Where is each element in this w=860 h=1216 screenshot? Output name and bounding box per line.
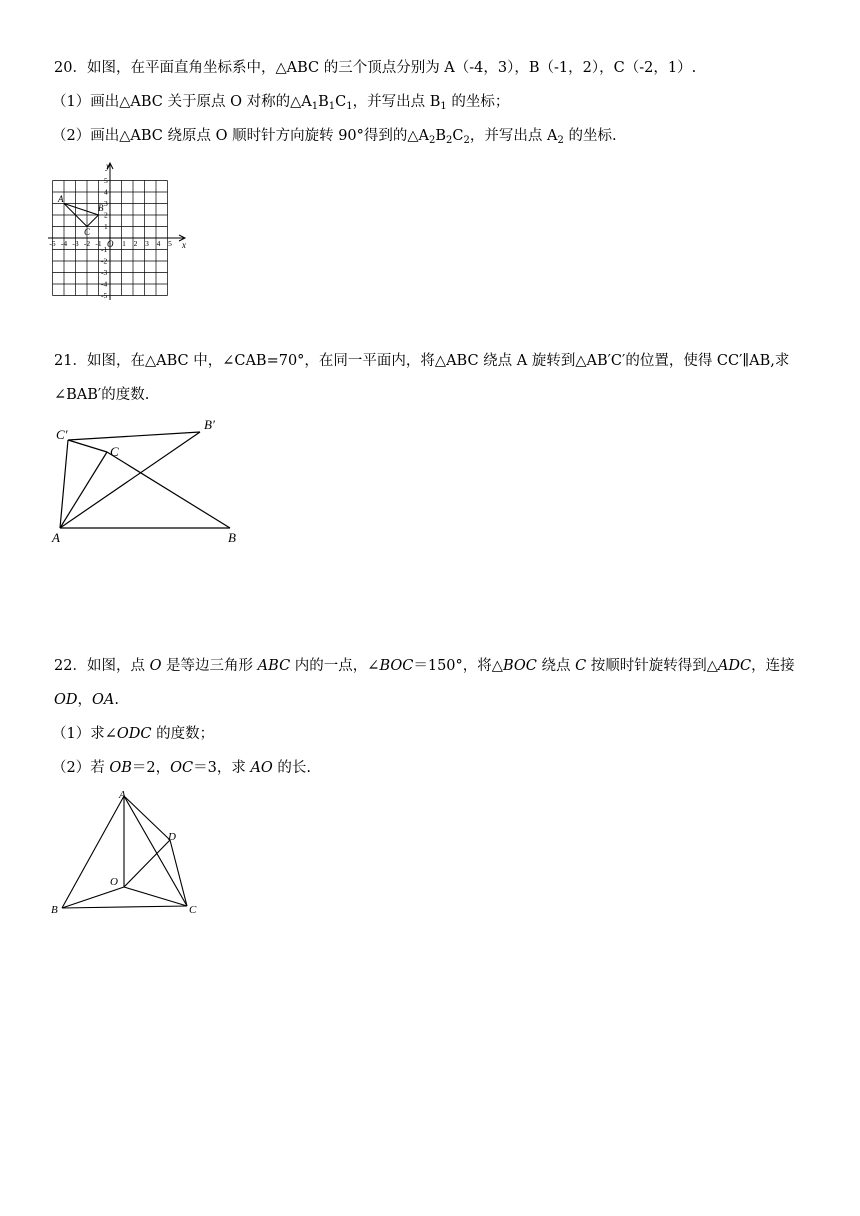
segment-ad bbox=[124, 796, 170, 840]
y-tick: 3 bbox=[104, 199, 108, 208]
q20-part2-text-b: B bbox=[435, 128, 447, 144]
segment-ab bbox=[62, 796, 124, 908]
y-axis-label: y bbox=[106, 161, 110, 171]
q20-part1-text-e: 的坐标； bbox=[446, 94, 510, 110]
q20-part1-text-d: ，并写出点 B bbox=[352, 94, 441, 110]
q20-part1-text-b: B bbox=[318, 94, 329, 110]
point-c-label: C bbox=[84, 227, 91, 237]
q21-line1-text: 21．如图，在△ABC 中，∠CAB=70°，在同一平面内，将△ABC 绕点 A 旋转到△AB′C′的位置，使得 CC′∥AB,求 bbox=[54, 353, 790, 369]
q22-var: AO bbox=[250, 760, 273, 776]
q20-part1-text-a: （1）画出△ABC 关于原点 O 对称的△A bbox=[52, 94, 312, 110]
point-cprime-label: C′ bbox=[56, 427, 68, 442]
x-tick: -2 bbox=[83, 239, 91, 248]
q20-part2 bbox=[52, 126, 617, 151]
y-tick: -2 bbox=[101, 256, 108, 266]
point-b-label: B bbox=[98, 203, 104, 213]
segment-dc bbox=[170, 840, 187, 906]
x-tick: -1 bbox=[95, 239, 102, 248]
segment-cb bbox=[107, 452, 230, 528]
segment-bc bbox=[62, 906, 187, 908]
origin-label: O bbox=[107, 239, 114, 249]
point-a-label: A bbox=[52, 530, 60, 545]
x-tick: -4 bbox=[60, 239, 68, 248]
segment-cpc bbox=[68, 440, 107, 452]
q22-triangle-figure bbox=[48, 788, 218, 918]
segment-abp bbox=[60, 432, 200, 528]
q20-part2-sub-a2: 2 bbox=[429, 135, 436, 146]
point-bprime-label: B′ bbox=[204, 417, 215, 432]
q20-part1-sub-b1-point: 1 bbox=[440, 101, 447, 112]
point-b-label: B bbox=[228, 530, 236, 545]
q22-var: BOC bbox=[379, 658, 414, 674]
q20-part2-sub-c2: 2 bbox=[463, 135, 470, 146]
q22-text: . bbox=[114, 692, 119, 708]
q21-rotation-figure bbox=[50, 412, 250, 547]
q20-part2-sub-b2: 2 bbox=[446, 135, 453, 146]
q22-part1 bbox=[52, 724, 214, 744]
y-tick: -1 bbox=[101, 245, 108, 254]
y-tick: -5 bbox=[101, 291, 108, 300]
y-tick: 5 bbox=[104, 176, 108, 185]
q20-part1-text-c: C bbox=[335, 94, 347, 110]
x-tick: -3 bbox=[72, 239, 79, 248]
point-b-label: B bbox=[51, 904, 58, 916]
q20-part1-sub-b1: 1 bbox=[328, 101, 336, 112]
q22-text: 是等边三角形 bbox=[161, 658, 258, 674]
point-a-label: A bbox=[119, 789, 126, 801]
q22-text: 的长. bbox=[272, 760, 312, 776]
q22-text: ， bbox=[77, 692, 93, 708]
point-c-label: C bbox=[189, 904, 197, 916]
q22-line2 bbox=[54, 690, 119, 710]
segment-ac bbox=[60, 452, 107, 528]
q22-var: ADC bbox=[717, 658, 752, 674]
q22-part2 bbox=[52, 758, 311, 778]
q22-text: 22．如图，点 bbox=[54, 658, 150, 674]
q21-line1 bbox=[54, 351, 789, 371]
x-tick: 3 bbox=[145, 239, 149, 248]
q20-part2-text-a: （2）画出△ABC 绕原点 O 顺时针方向旋转 90°得到的△A bbox=[52, 128, 430, 144]
q21-line2 bbox=[54, 385, 149, 405]
q22-var: OD bbox=[54, 692, 78, 708]
x-tick: 5 bbox=[168, 239, 172, 248]
q22-text: 按顺时针旋转得到△ bbox=[586, 658, 718, 674]
q22-text: ＝3，求 bbox=[193, 760, 251, 776]
q20-coordinate-figure bbox=[48, 160, 198, 305]
axes bbox=[48, 163, 185, 300]
q20-part1-sub-c1: 1 bbox=[346, 101, 353, 112]
y-tick: -4 bbox=[101, 279, 108, 289]
segment-cpbp bbox=[68, 432, 200, 440]
q20-part2-sub-a2-point: 2 bbox=[557, 135, 564, 146]
x-tick: 2 bbox=[133, 239, 138, 248]
q20-part2-text-e: 的坐标. bbox=[563, 128, 617, 144]
q20-part1-sub-a1: 1 bbox=[311, 101, 319, 112]
q22-line1 bbox=[54, 656, 795, 676]
q22-text: ＝150°，将△ bbox=[413, 658, 503, 674]
q22-var: OA bbox=[92, 692, 115, 708]
y-tick: 1 bbox=[104, 222, 108, 231]
y-tick: 2 bbox=[104, 210, 108, 220]
q22-var: O bbox=[149, 658, 162, 674]
x-tick: 1 bbox=[122, 239, 126, 248]
q22-var: ABC bbox=[257, 658, 291, 674]
q22-var: OC bbox=[170, 760, 194, 776]
q22-var: BOC bbox=[502, 658, 537, 674]
q22-var: C bbox=[575, 658, 587, 674]
y-tick: -3 bbox=[101, 268, 108, 277]
q20-part2-text-c: C bbox=[452, 128, 464, 144]
segment-acp bbox=[60, 440, 68, 528]
point-d-label: D bbox=[168, 831, 176, 843]
point-o-label: O bbox=[110, 876, 118, 888]
x-tick: -5 bbox=[49, 239, 56, 248]
q22-text: （1）求∠ bbox=[52, 726, 117, 742]
q20-part2-text-d: ，并写出点 A bbox=[469, 128, 558, 144]
x-tick: 4 bbox=[156, 239, 161, 248]
q22-text: ，连接 bbox=[751, 658, 795, 674]
q20-stem-text: 20．如图，在平面直角坐标系中，△ABC 的三个顶点分别为 A（-4，3），B（-1，2），C（-2，1）. bbox=[54, 60, 697, 76]
q22-var: ODC bbox=[116, 726, 152, 742]
q22-text: 绕点 bbox=[536, 658, 576, 674]
q22-text: 的度数； bbox=[151, 726, 215, 742]
q20-part1 bbox=[52, 92, 509, 117]
q22-text: 内的一点，∠ bbox=[290, 658, 380, 674]
q22-var: OB bbox=[109, 760, 132, 776]
q22-text: ＝2， bbox=[131, 760, 171, 776]
q22-text: （2）若 bbox=[52, 760, 110, 776]
q20-stem bbox=[54, 58, 696, 78]
q21-line2-text: ∠BAB′的度数. bbox=[54, 387, 150, 403]
x-axis-label: x bbox=[182, 240, 186, 250]
point-a-label: A bbox=[58, 194, 64, 204]
y-tick: 4 bbox=[104, 187, 108, 197]
point-c-label: C bbox=[110, 444, 119, 459]
